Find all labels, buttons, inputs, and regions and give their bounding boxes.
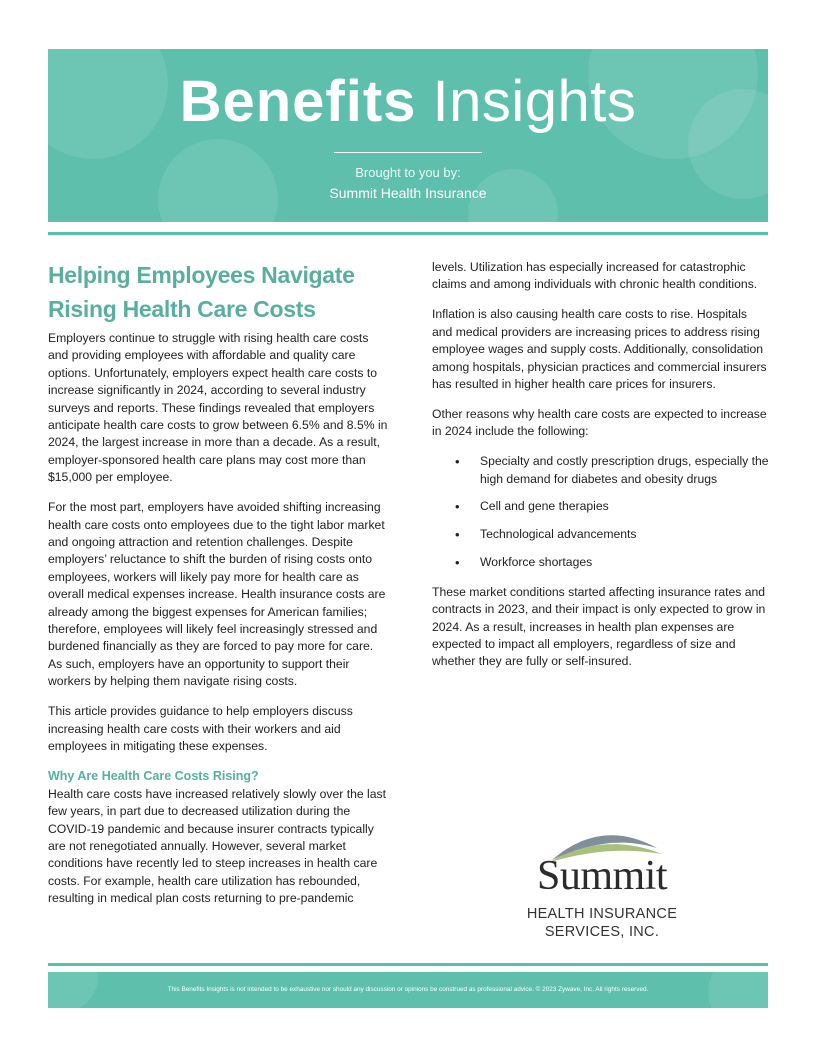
banner-divider bbox=[334, 152, 482, 153]
right-column bbox=[432, 259, 770, 683]
article-headline: Helping Employees Navigate Rising Health Care Costs bbox=[48, 262, 355, 322]
banner-title-bold: Benefits bbox=[179, 69, 417, 134]
sponsor-company: Summit Health Insurance bbox=[329, 185, 487, 201]
decorative-bubble bbox=[158, 139, 278, 222]
brought-to-you-by: Brought to you by: bbox=[355, 165, 461, 180]
other-reasons-paragraph: Other reasons why health care costs are expected to increase in 2024 include the following: bbox=[432, 406, 767, 439]
cost-shift-paragraph: For the most part, employers have avoided shifting increasing health care costs onto employees due to the tight labor market and ongoing attraction and retention challenges. Despite employers’ reluctance to shift the burden of rising costs onto employees, workers will likely pay more for health care as overall medical expenses increase. Health insurance costs are already among the biggest expenses for American families; therefore, employees will likely feel increasingly stressed and burdened financially as they are forced to pay more for care. As such, employers have an opportunity to support their workers by helping them navigate rising costs. bbox=[48, 500, 386, 689]
banner-title bbox=[48, 67, 768, 137]
list-item: • Specialty and costly prescription drugs, especially the high demand for diabetes and obesity drugs bbox=[480, 453, 770, 488]
closing-paragraph: These market conditions started affecting insurance rates and contracts in 2023, and their impact is only expected to grow in 2024. As a result, increases in health plan expenses are expected to impact all employers, regardless of size and whether they are fully or self-insured. bbox=[432, 584, 766, 669]
top-divider bbox=[48, 232, 768, 235]
bottom-divider bbox=[48, 963, 768, 966]
rising-costs-paragraph: Health care costs have increased relatively slowly over the last few years, in part due to decreased utilization during the COVID-19 pandemic and because insurer contracts typically are not renegotiated annually. However, several market conditions have recently led to steep increases in health care costs. For example, health care utilization has rebounded, resulting in medical plan costs returning to pre-pandemic bbox=[48, 786, 387, 906]
list-item: • Cell and gene therapies bbox=[480, 498, 770, 515]
logo-wordmark: Summit bbox=[536, 853, 668, 899]
disclaimer-text: This Benefits Insights is not intended to be exhaustive nor should any discussion or opinions be construed as professional advice. © 2023 Zywave, Inc. All rights reserved. bbox=[167, 986, 649, 993]
guidance-paragraph: This article provides guidance to help employers discuss increasing health care costs with their workers and aid employees in mitigating these expenses. bbox=[48, 704, 353, 753]
left-column bbox=[48, 258, 388, 920]
logo-subtitle-line2: SERVICES, INC. bbox=[544, 924, 660, 940]
section-subheading: Why Are Health Care Costs Rising? bbox=[48, 768, 259, 783]
header-banner bbox=[48, 49, 768, 222]
intro-paragraph: Employers continue to struggle with rising health care costs and providing employees with affordable and quality care options. Unfortunately, employers expect health care costs to increase significantly in 2024, according to several industry surveys and reports. These findings revealed that employers anticipate health care costs to grow between 6.5% and 8.5% in 2024, the largest increase in more than a decade. As a result, employer-sponsored health care plans may cost more than $15,000 per employee. bbox=[48, 331, 388, 485]
banner-title-light: Insights bbox=[432, 69, 637, 134]
inflation-paragraph: Inflation is also causing health care costs to rise. Hospitals and medical providers are increasing prices to address rising employee wages and supply costs. Additionally, consolidation among hospitals, physician practices and commercial insurers has resulted in higher health care prices for insurers. bbox=[432, 307, 767, 391]
list-item: • Workforce shortages bbox=[480, 554, 770, 571]
logo-subtitle-line1: HEALTH INSURANCE bbox=[526, 906, 678, 922]
utilization-paragraph-continued: levels. Utilization has especially increased for catastrophic claims and among individuals with chronic health conditions. bbox=[432, 260, 758, 292]
company-logo bbox=[522, 822, 682, 944]
footer-banner bbox=[48, 972, 768, 1008]
reasons-list bbox=[432, 453, 770, 572]
list-item: • Technological advancements bbox=[480, 526, 770, 543]
